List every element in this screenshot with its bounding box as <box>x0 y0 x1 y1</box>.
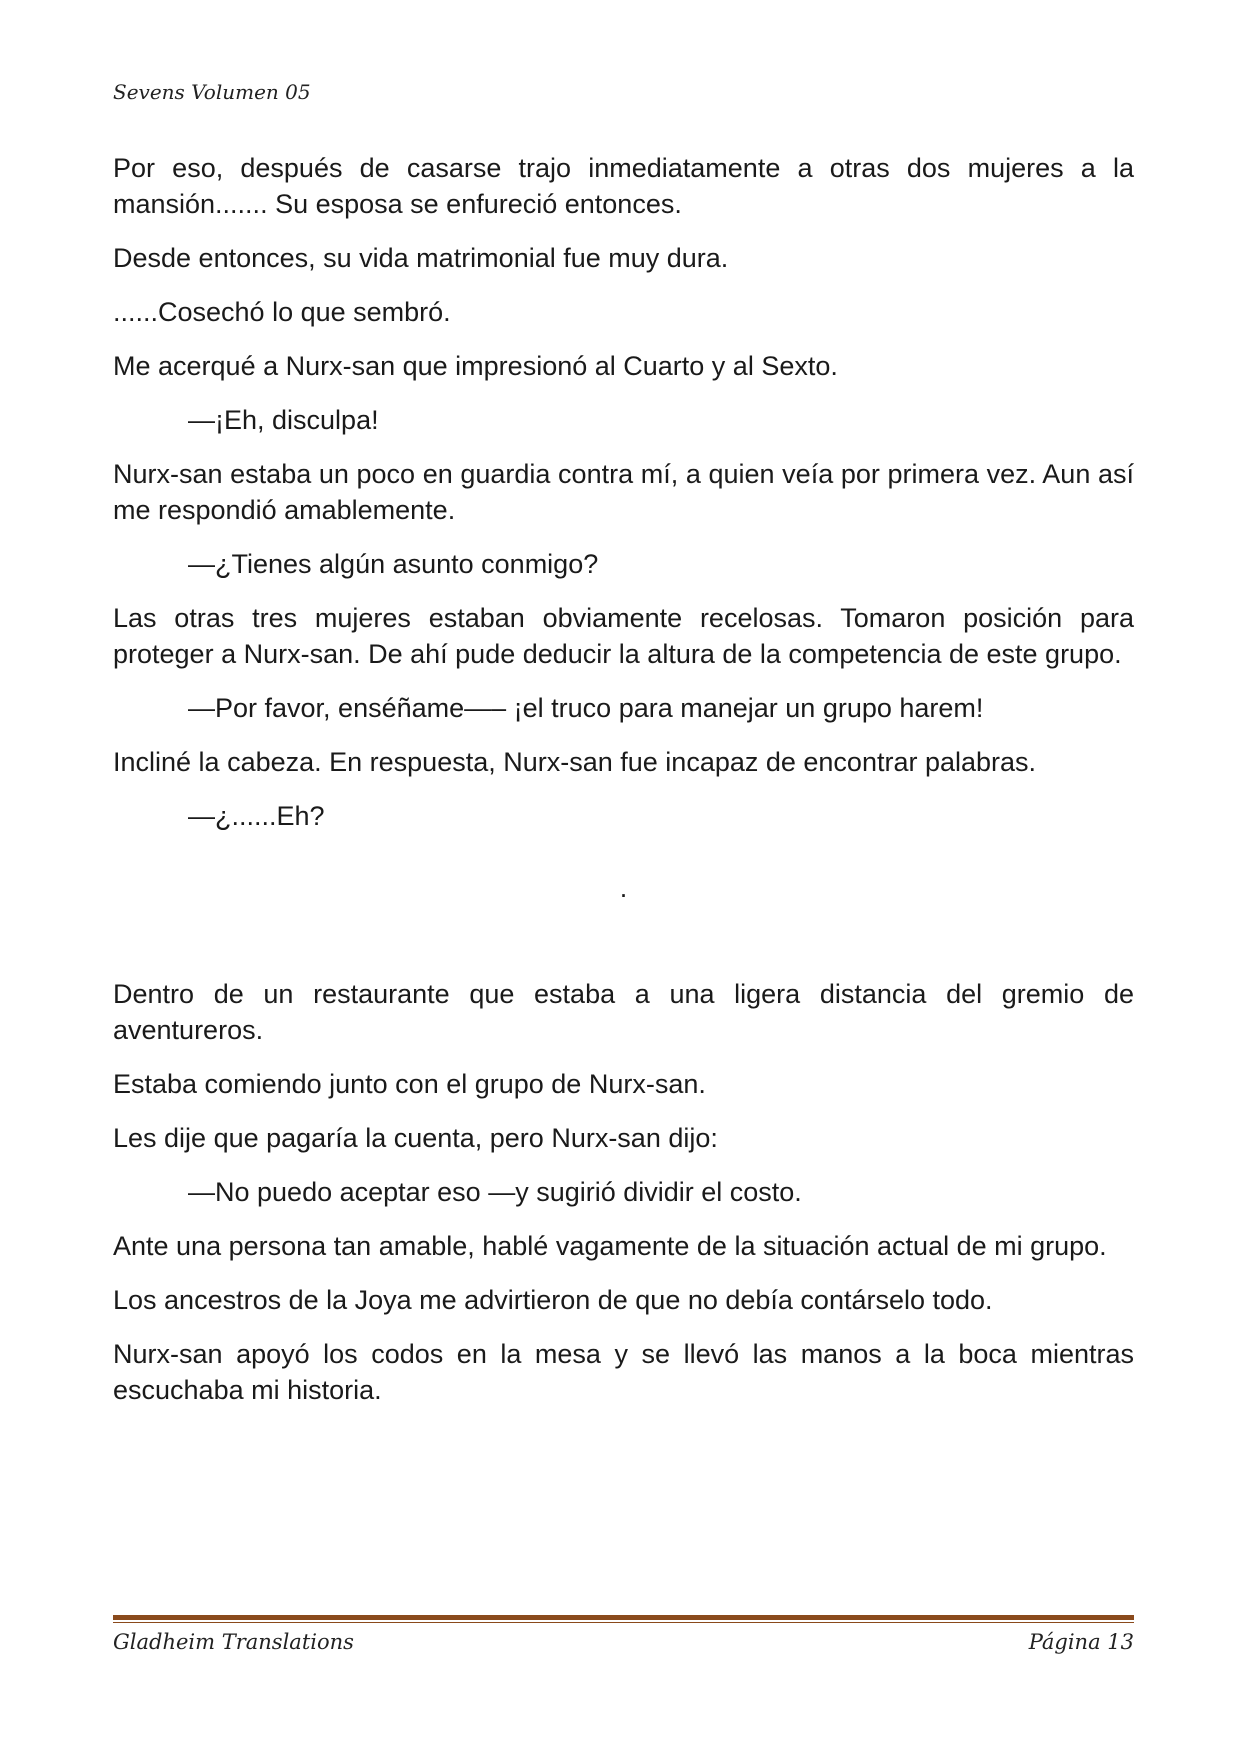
dialogue-line: —No puedo aceptar eso —y sugirió dividir el costo. <box>188 1177 802 1207</box>
paragraph: Las otras tres mujeres estaban obviamente recelosas. Tomaron posición para proteger a Nurx-san. De ahí pude deducir la altura de la competencia de este grupo. <box>113 603 1134 669</box>
paragraph: Dentro de un restaurante que estaba a una ligera distancia del gremio de aventureros. <box>113 979 1134 1045</box>
footer-divider-thin <box>113 1622 1134 1623</box>
paragraph: Desde entonces, su vida matrimonial fue muy dura. <box>113 243 729 273</box>
dialogue-line: —¿......Eh? <box>188 801 325 831</box>
dialogue-line: —Por favor, enséñame—– ¡el truco para manejar un grupo harem! <box>188 693 984 723</box>
dialogue-line: —¡Eh, disculpa! <box>188 405 379 435</box>
paragraph: Nurx-san apoyó los codos en la mesa y se llevó las manos a la boca mientras escuchaba mi historia. <box>113 1339 1134 1405</box>
paragraph: Ante una persona tan amable, hablé vagamente de la situación actual de mi grupo. <box>113 1231 1107 1261</box>
paragraph: Les dije que pagaría la cuenta, pero Nurx-san dijo: <box>113 1123 718 1153</box>
paragraph: Me acerqué a Nurx-san que impresionó al Cuarto y al Sexto. <box>113 351 838 381</box>
paragraph: Estaba comiendo junto con el grupo de Nurx-san. <box>113 1069 706 1099</box>
page-body <box>113 150 1134 1426</box>
paragraph: Incliné la cabeza. En respuesta, Nurx-san fue incapaz de encontrar palabras. <box>113 747 1037 777</box>
scene-separator: . <box>619 873 628 903</box>
footer-divider <box>113 1615 1134 1620</box>
paragraph: Por eso, después de casarse trajo inmediatamente a otras dos mujeres a la mansión....... Su esposa se enfureció entonces. <box>113 153 1134 219</box>
paragraph: Los ancestros de la Joya me advirtieron de que no debía contárselo todo. <box>113 1285 993 1315</box>
paragraph: Nurx-san estaba un poco en guardia contra mí, a quien veía por primera vez. Aun así me respondió amablemente. <box>113 459 1134 525</box>
paragraph: ......Cosechó lo que sembró. <box>113 297 451 327</box>
footer-publisher: Gladheim Translations <box>113 1630 354 1654</box>
dialogue-line: —¿Tienes algún asunto conmigo? <box>188 549 599 579</box>
page-header-title: Sevens Volumen 05 <box>113 80 311 104</box>
footer-page-number: Página 13 <box>1028 1630 1134 1654</box>
